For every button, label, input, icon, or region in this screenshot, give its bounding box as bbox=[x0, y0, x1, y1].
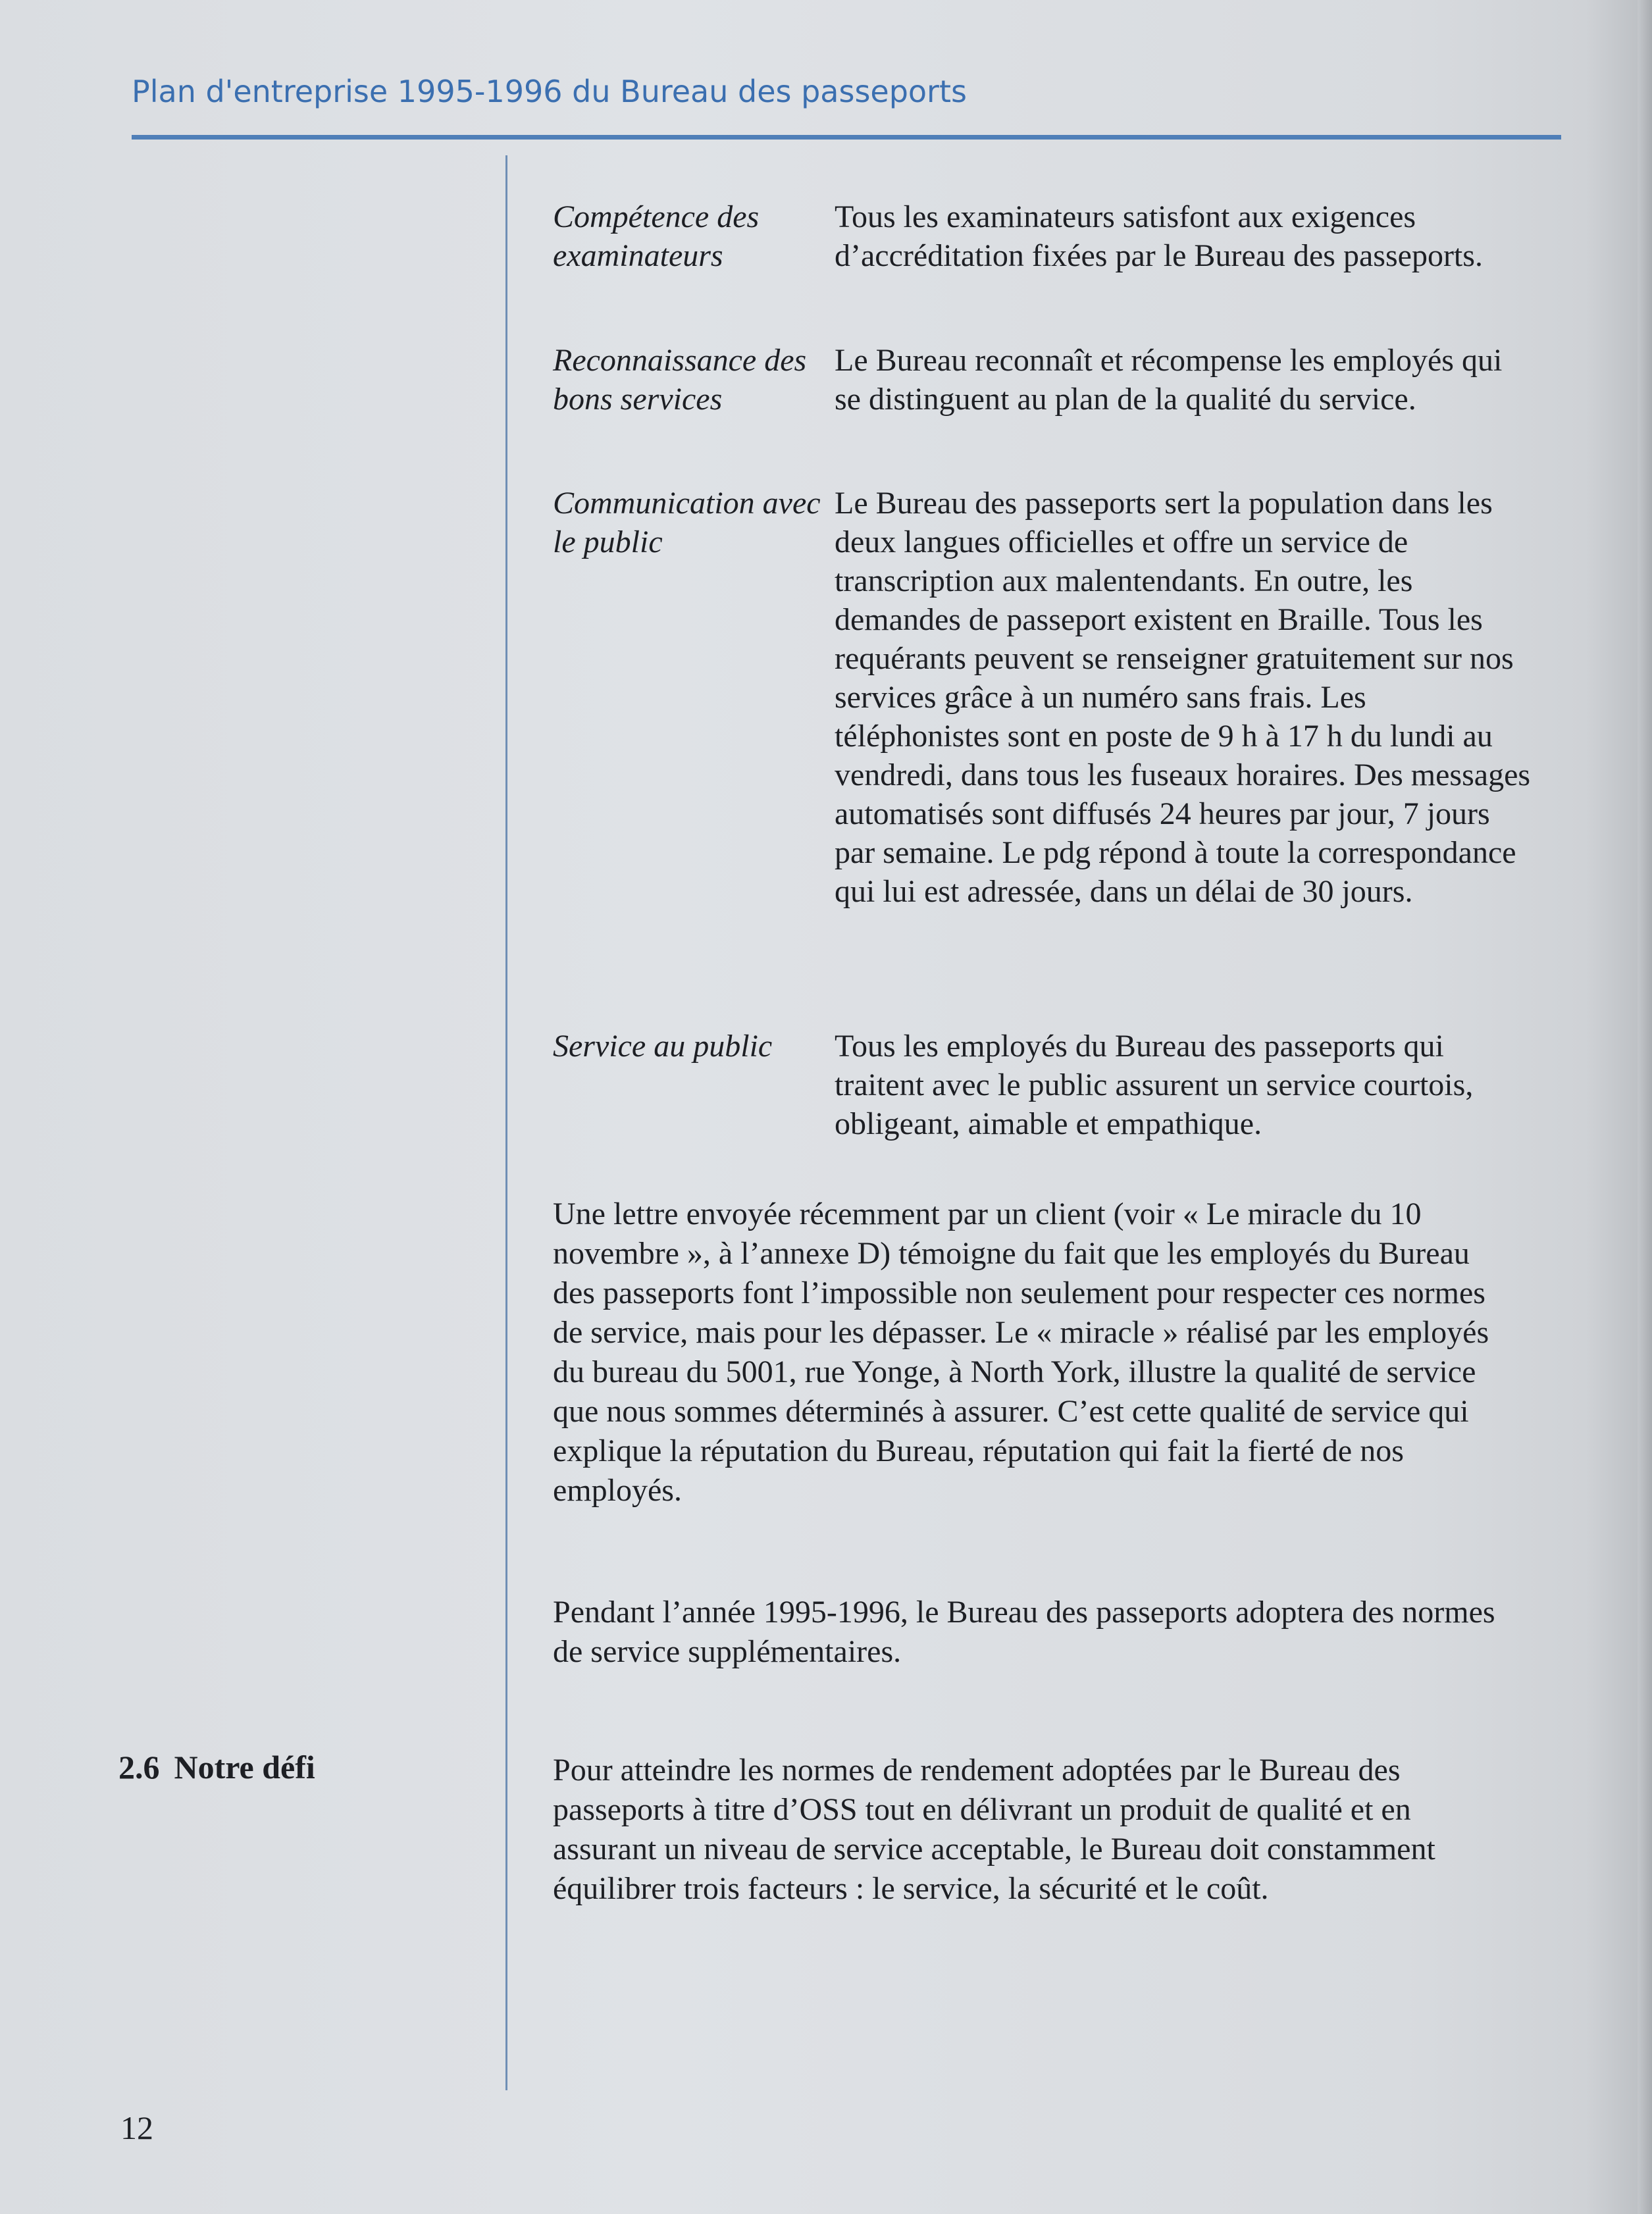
body-paragraph-miracle: Une lettre envoyée récemment par un client (voir « Le miracle du 10 novembre », à l’annexe D) témoigne du fait que les employés du Bureau des passeports font l’impossible non seulement pour respecter ces normes de service, mais pour les dépasser. Le « miracle » réalisé par les employés du bureau du 5001, rue Yonge, à North York, illustre la qualité de service que nous sommes déterminés à assurer. C’est cette qualité de service qui explique la réputation du Bureau, réputation qui fait la fierté de nos employés. bbox=[553, 1197, 1489, 1508]
standard-label: Compétence des examinateurs bbox=[553, 199, 760, 273]
standard-text: Tous les employés du Bureau des passeports qui traitent avec le public assurent un service courtois, obligeant, aimable et empathique. bbox=[835, 1029, 1474, 1141]
column-divider bbox=[505, 155, 507, 2090]
standard-label: Service au public bbox=[553, 1029, 773, 1064]
page-edge-shadow bbox=[1638, 0, 1652, 2214]
standard-label: Reconnaissance des bons services bbox=[553, 343, 807, 417]
standard-text: Le Bureau des passeports sert la population dans les deux langues officielles et offre un service de transcription aux malentendants. En outre, les demandes de passeport existent en Braille. Tous les requérants peuvent se renseigner gratuitement sur nos services grâce à un numéro sans frais. Les téléphonistes sont en poste de 9 h à 17 h du lundi au vendredi, dans tous les fuseaux horaires. Des messages automatisés sont diffusés 24 heures par jour, 7 jours par semaine. Le pdg répond à toute la correspondance qui lui est adressée, dans un délai de 30 jours. bbox=[835, 486, 1531, 909]
header-rule bbox=[132, 135, 1561, 140]
page-number: 12 bbox=[120, 2109, 153, 2146]
standard-text: Le Bureau reconnaît et récompense les employés qui se distinguent au plan de la qualité du service. bbox=[835, 343, 1503, 417]
body-paragraph-new-standards: Pendant l’année 1995-1996, le Bureau des passeports adoptera des normes de service supplémentaires. bbox=[553, 1595, 1495, 1669]
running-header: Plan d'entreprise 1995-1996 du Bureau des passeports bbox=[132, 74, 967, 109]
section-heading bbox=[118, 1748, 315, 1786]
standard-text: Tous les examinateurs satisfont aux exigences d’accréditation fixées par le Bureau des passeports. bbox=[835, 199, 1483, 273]
standard-label: Communication avec le public bbox=[553, 486, 821, 559]
section-title: Notre défi bbox=[174, 1749, 315, 1786]
section-number: 2.6 bbox=[118, 1749, 160, 1786]
section-paragraph: Pour atteindre les normes de rendement adoptées par le Bureau des passeports à titre d’OSS tout en délivrant un produit de qualité et en assurant un niveau de service acceptable, le Bureau doit constamment équilibrer trois facteurs : le service, la sécurité et le coût. bbox=[553, 1753, 1435, 1906]
